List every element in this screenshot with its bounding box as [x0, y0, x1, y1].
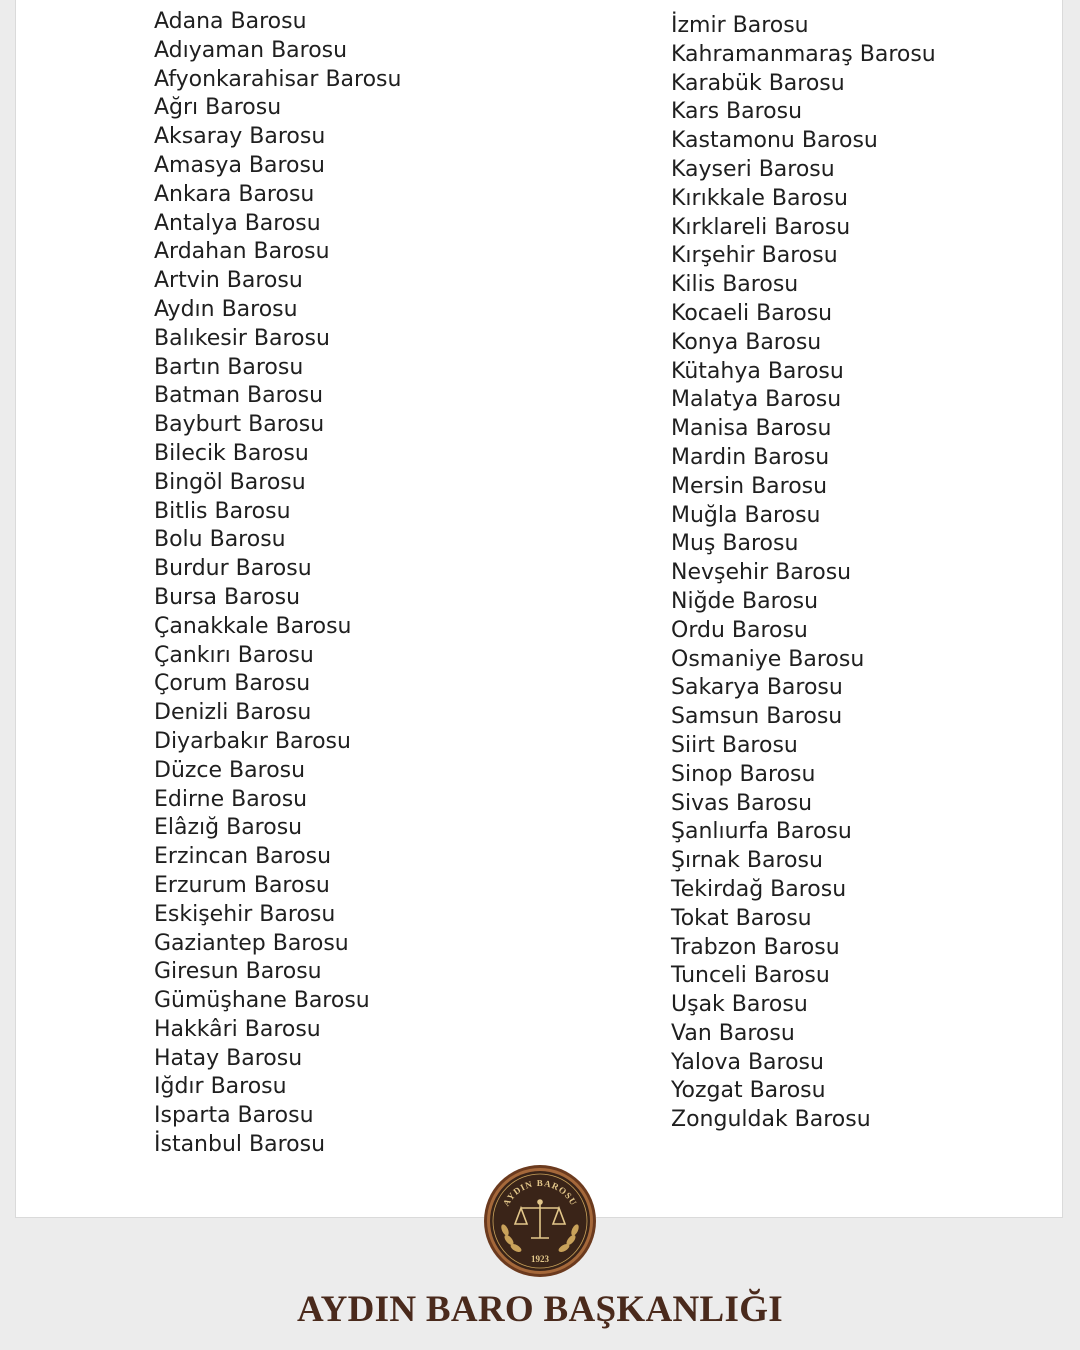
bar-list-item: Afyonkarahisar Barosu	[154, 66, 402, 92]
bar-list-item: Trabzon Barosu	[671, 934, 840, 960]
bar-list-item: Batman Barosu	[154, 383, 324, 409]
bar-list-item: Erzurum Barosu	[154, 872, 330, 898]
bar-list-item: Gümüşhane Barosu	[154, 988, 370, 1014]
bar-list-item: Çankırı Barosu	[154, 642, 314, 668]
bar-list-item: Ardahan Barosu	[154, 239, 330, 265]
bar-list-item: Kilis Barosu	[671, 272, 799, 298]
seal-top-text: AYDIN BAROSU	[500, 1177, 580, 1208]
bar-list-item: Kütahya Barosu	[671, 358, 844, 384]
bar-list-item: Antalya Barosu	[154, 210, 321, 236]
bar-list-panel	[15, 0, 1063, 1218]
bar-list-item: Bursa Barosu	[154, 584, 301, 610]
bar-list-item: Burdur Barosu	[154, 556, 312, 582]
bar-list-item: Çanakkale Barosu	[154, 613, 352, 639]
bar-list-item: Van Barosu	[671, 1020, 795, 1046]
bar-list-item: Kocaeli Barosu	[671, 300, 833, 326]
bar-list-item: Gaziantep Barosu	[154, 930, 349, 956]
bar-list-item: Sakarya Barosu	[671, 675, 843, 701]
bar-list-item: Şanlıurfa Barosu	[671, 819, 852, 845]
bar-list-item: Kars Barosu	[671, 99, 803, 125]
bar-list-item: Siirt Barosu	[671, 732, 798, 758]
bar-list-item: Edirne Barosu	[154, 786, 308, 812]
bar-list-item: Diyarbakır Barosu	[154, 728, 351, 754]
bar-list-right-column	[671, 12, 936, 1135]
bar-list-item: Çorum Barosu	[154, 671, 311, 697]
bar-list-left-column	[154, 8, 401, 1160]
bar-list-item: Düzce Barosu	[154, 757, 306, 783]
bar-list-item: Osmaniye Barosu	[671, 646, 865, 672]
bar-list-item: Amasya Barosu	[154, 152, 325, 178]
bar-list-item: Kahramanmaraş Barosu	[671, 41, 936, 67]
aydin-bar-seal-logo	[483, 1164, 597, 1278]
bar-list-item: Tokat Barosu	[671, 905, 812, 931]
bar-list-item: Isparta Barosu	[154, 1103, 314, 1129]
bar-list-item: Samsun Barosu	[671, 704, 843, 730]
bar-list-item: Balıkesir Barosu	[154, 325, 330, 351]
bar-list-item: Zonguldak Barosu	[671, 1107, 871, 1133]
bar-list-item: Konya Barosu	[671, 329, 822, 355]
bar-list-item: Muş Barosu	[671, 531, 799, 557]
bar-list-item: Aksaray Barosu	[154, 124, 326, 150]
bar-list-item: Yalova Barosu	[671, 1049, 824, 1075]
bar-list-item: Adıyaman Barosu	[154, 37, 348, 63]
bar-list-item: Giresun Barosu	[154, 959, 322, 985]
bar-list-item: Bilecik Barosu	[154, 440, 309, 466]
bar-list-item: Kayseri Barosu	[671, 156, 835, 182]
bar-list-item: Iğdır Barosu	[154, 1074, 287, 1100]
bar-list-item: Hatay Barosu	[154, 1045, 303, 1071]
bar-list-item: Aydın Barosu	[154, 296, 298, 322]
bar-list-item: Yozgat Barosu	[671, 1078, 826, 1104]
bar-list-item: Erzincan Barosu	[154, 844, 332, 870]
bar-list-item: Malatya Barosu	[671, 387, 842, 413]
bar-list-item: Ağrı Barosu	[154, 95, 282, 121]
bar-list-item: Mardin Barosu	[671, 444, 830, 470]
bar-list-item: Ordu Barosu	[671, 617, 808, 643]
bar-list-item: Şırnak Barosu	[671, 848, 823, 874]
bar-list-item: Mersin Barosu	[671, 473, 828, 499]
bar-list-item: Sinop Barosu	[671, 761, 816, 787]
bar-list-item: Tekirdağ Barosu	[671, 876, 847, 902]
bar-list-item: Bayburt Barosu	[154, 412, 325, 438]
bar-list-item: Niğde Barosu	[671, 588, 819, 614]
bar-list-item: Bolu Barosu	[154, 527, 286, 553]
bar-list-item: Karabük Barosu	[671, 70, 845, 96]
bar-list-item: Kırşehir Barosu	[671, 243, 838, 269]
bar-list-item: Elâzığ Barosu	[154, 815, 303, 841]
bar-list-item: Denizli Barosu	[154, 700, 312, 726]
bar-list-item: Sivas Barosu	[671, 790, 813, 816]
bar-list-item: Adana Barosu	[154, 9, 307, 34]
bar-list-item: İstanbul Barosu	[154, 1132, 326, 1158]
bar-list-item: Bartın Barosu	[154, 354, 304, 380]
bar-list-item: Kastamonu Barosu	[671, 128, 878, 154]
bar-list-item: Hakkâri Barosu	[154, 1016, 321, 1042]
bar-list-item: Kırıkkale Barosu	[671, 185, 848, 211]
bar-list-item: Bingöl Barosu	[154, 469, 306, 495]
bar-list-item: Eskişehir Barosu	[154, 901, 336, 927]
bar-list-item: Bitlis Barosu	[154, 498, 291, 524]
bar-list-item: Artvin Barosu	[154, 268, 303, 294]
bar-list-item: Tunceli Barosu	[671, 963, 830, 989]
bar-list-item: Kırklareli Barosu	[671, 214, 851, 240]
bar-list-item: Muğla Barosu	[671, 502, 821, 528]
bar-list-item: İzmir Barosu	[671, 13, 809, 38]
seal-year: 1923	[531, 1254, 549, 1264]
bar-list-item: Manisa Barosu	[671, 416, 832, 442]
bar-list-item: Nevşehir Barosu	[671, 560, 852, 586]
bar-list-item: Ankara Barosu	[154, 181, 315, 207]
bar-list-item: Uşak Barosu	[671, 992, 808, 1018]
footer-title: AYDIN BARO BAŞKANLIĞI	[296, 1289, 784, 1330]
